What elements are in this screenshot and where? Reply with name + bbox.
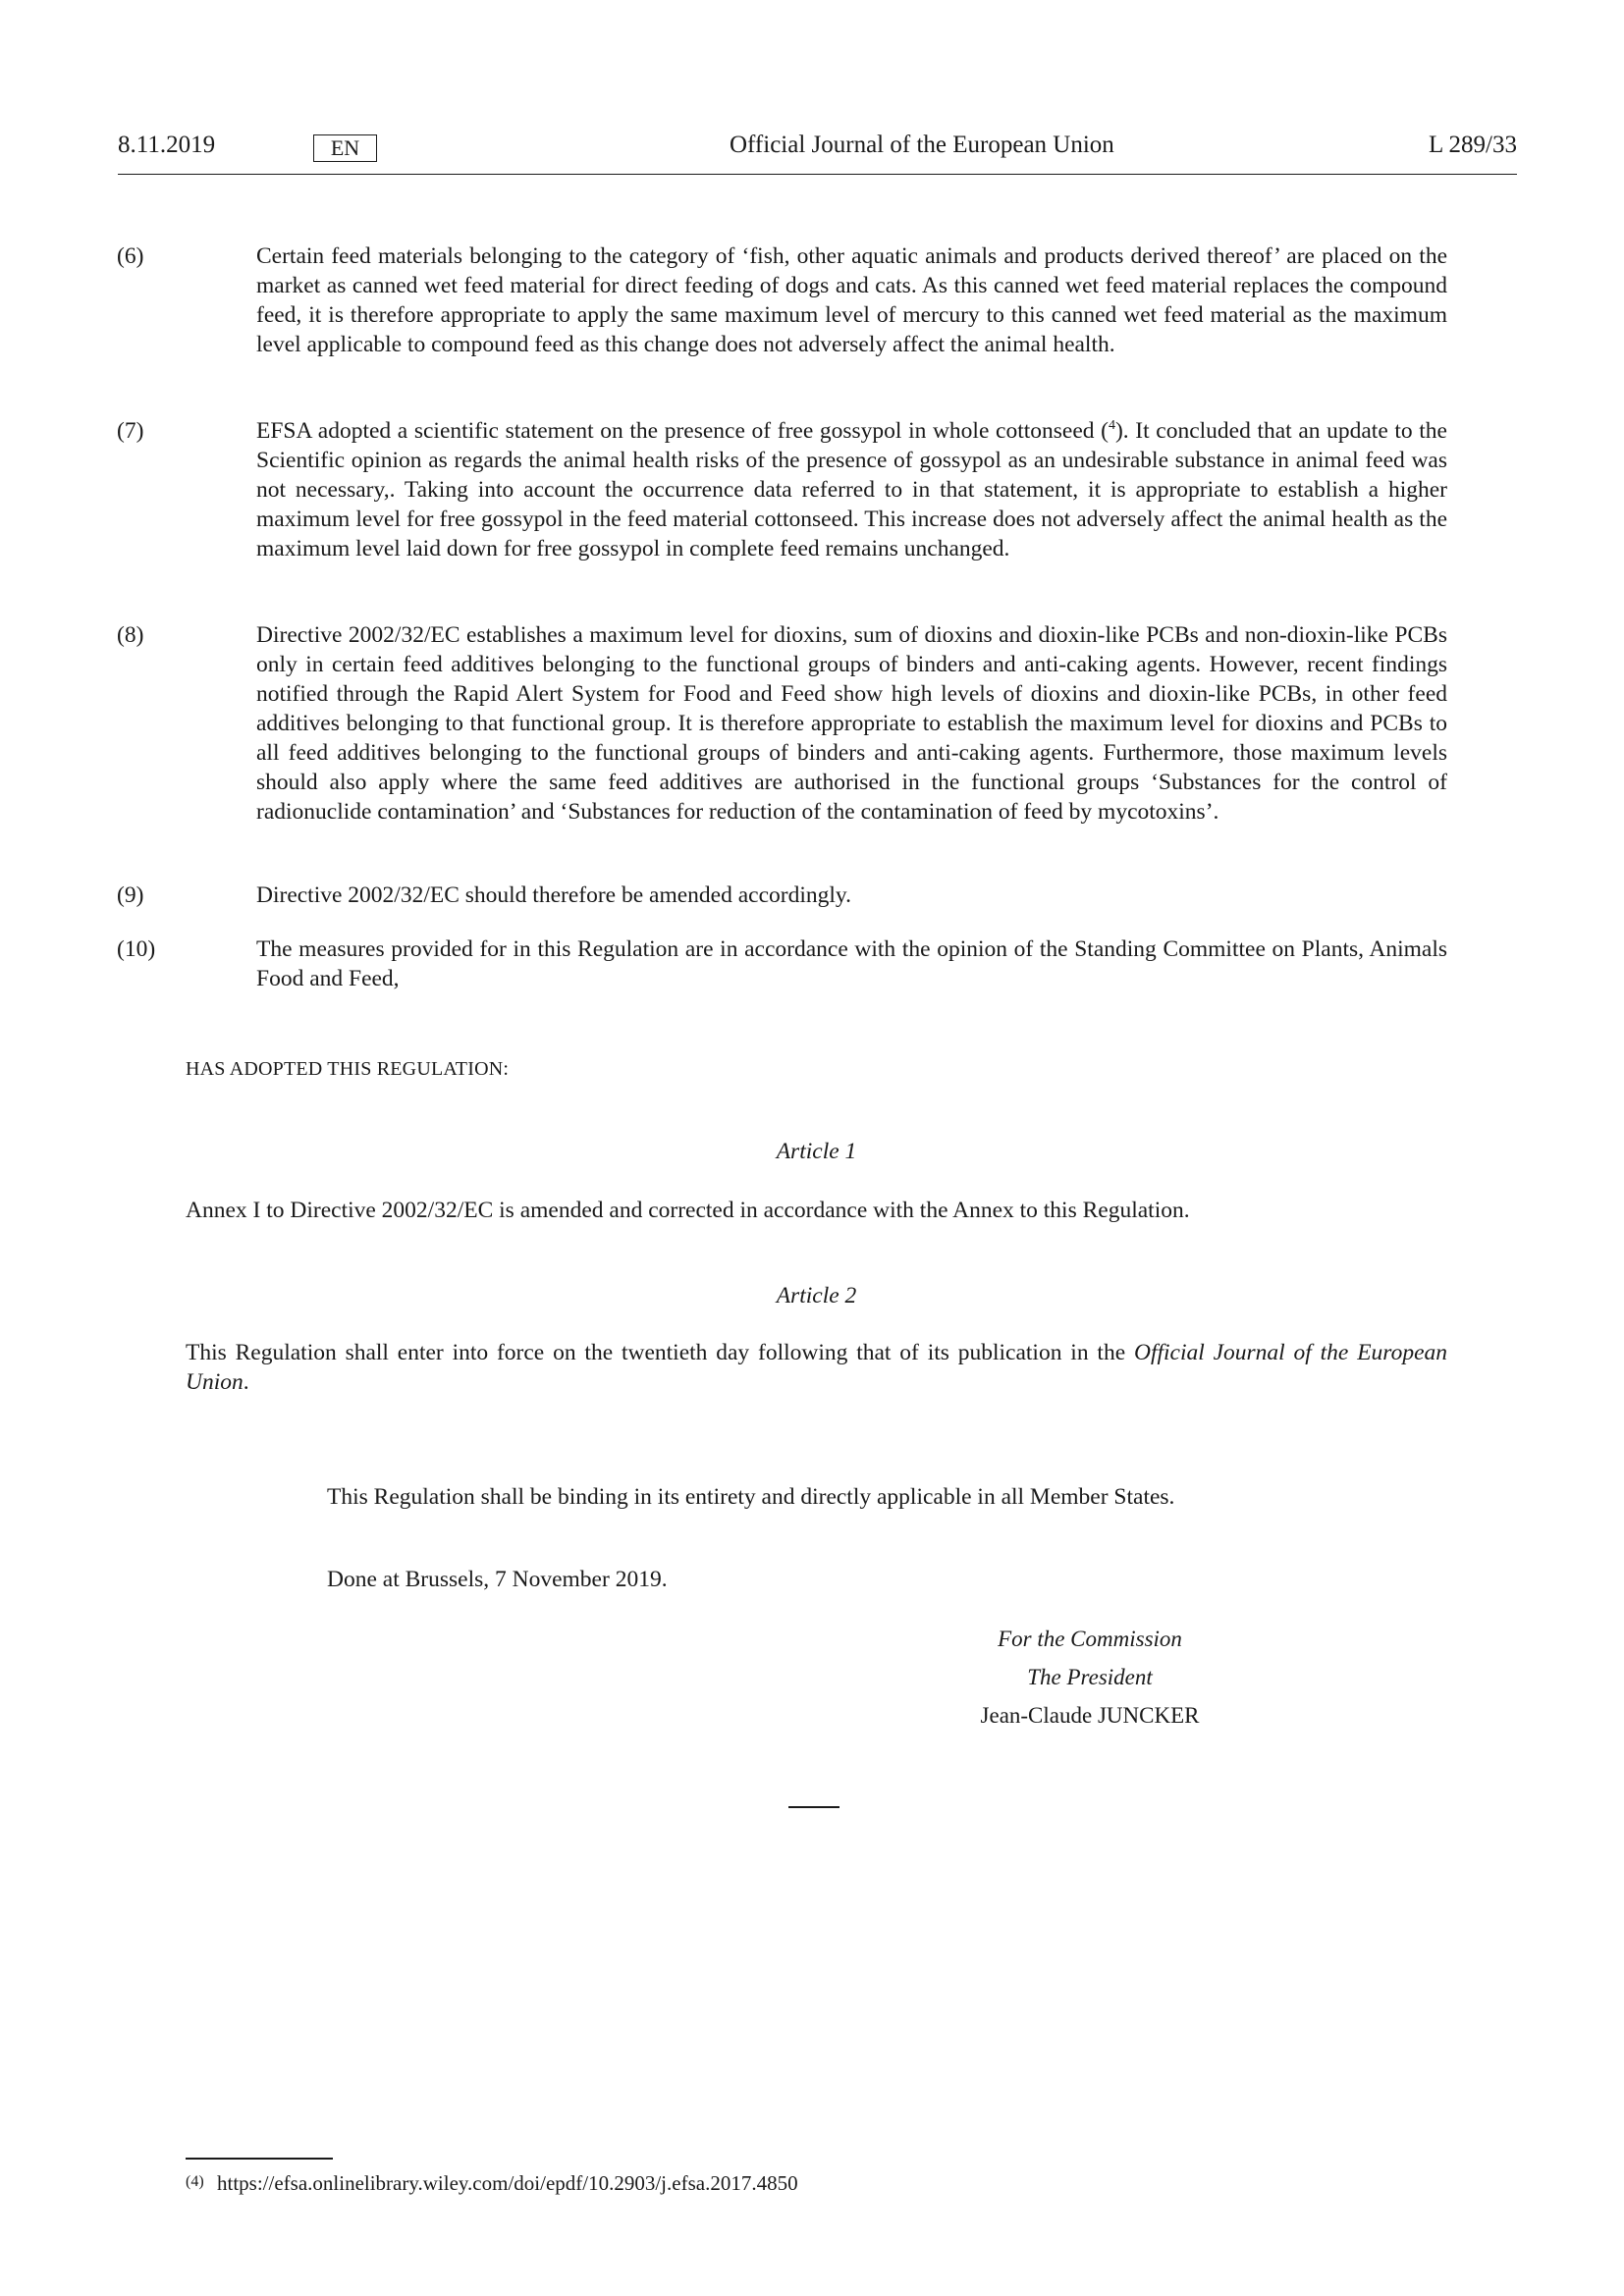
- article-2-text: [186, 1338, 1447, 1397]
- recital-text: [256, 416, 1447, 563]
- recital-number: (9): [117, 882, 144, 908]
- recital-text: Directive 2002/32/EC should therefore be amended accordingly.: [256, 882, 852, 908]
- footnote-link[interactable]: https://efsa.onlinelibrary.wiley.com/doi/epdf/10.2903/j.efsa.2017.4850: [217, 2171, 798, 2195]
- recital-text: Directive 2002/32/EC establishes a maximum level for dioxins, sum of dioxins and dioxin-like PCBs and non-dioxin-like PCBs only in certain feed additives belonging to the functional groups of binders and anti-caking agents. However, recent findings notified through the Rapid Alert System for Food and Feed show high levels of dioxins and dioxin-like PCBs, in other feed additives belonging to that functional group. It is therefore appropriate to establish the maximum level for dioxins and PCBs to all feed additives belonging to the functional groups of binders and anti-caking agents. Furthermore, those maximum levels should also apply where the same feed additives are authorised in the functional groups ‘Substances for the control of radionuclide contamination’ and ‘Substances for reduction of the contamination of feed by mycotoxins’.: [256, 622, 1447, 825]
- page-header: [118, 132, 1517, 171]
- recital-number: (8): [117, 622, 144, 648]
- place-date: Done at Brussels, 7 November 2019.: [327, 1567, 668, 1592]
- signatory-name: Jean-Claude JUNCKER: [980, 1703, 1200, 1728]
- article-2-text-part: This Regulation shall enter into force on the twentieth day following that of its publication in the: [186, 1340, 1134, 1365]
- article-2-text-part: .: [243, 1369, 249, 1395]
- signature-line-commission: For the Commission: [998, 1627, 1182, 1651]
- publication-date: 8.11.2019: [118, 132, 216, 158]
- article-2-title: Article 2: [776, 1283, 857, 1308]
- recital-text: The measures provided for in this Regulation are in accordance with the opinion of the Standing Committee on Plants, Animals Food and Feed,: [256, 936, 1447, 991]
- binding-statement: This Regulation shall be binding in its entirety and directly applicable in all Member States.: [327, 1484, 1175, 1510]
- recital-text-part: EFSA adopted a scientific statement on the presence of free gossypol in whole cottonseed (: [256, 418, 1109, 444]
- footnote: [186, 2168, 798, 2197]
- footnote-marker: (4): [186, 2173, 204, 2190]
- language-badge: EN: [313, 134, 377, 162]
- signature-block: [933, 1620, 1247, 1735]
- recital-text-part: ). It concluded that an update to the Scientific opinion as regards the animal health risks of the presence of gossypol as an undesirable substance in animal feed was not necessary,. Taking into account the occurrence data referred to in that statement, it is appropriate to establish a higher maximum level for free gossypol in the feed material cottonseed. This increase does not adversely affect the animal health as the maximum level laid down for free gossypol in complete feed remains unchanged.: [256, 418, 1447, 561]
- footnote-reference[interactable]: 4: [1108, 418, 1115, 434]
- recital-number: (6): [117, 243, 144, 269]
- recital-text: Certain feed materials belonging to the category of ‘fish, other aquatic animals and products derived thereof’ are placed on the market as canned wet feed material for direct feeding of dogs and cats. As this canned wet feed material replaces the compound feed, it is therefore appropriate to apply the same maximum level of mercury to this canned wet feed material as the maximum level applicable to compound feed as this change does not adversely affect the animal health.: [256, 243, 1447, 357]
- adoption-statement: HAS ADOPTED THIS REGULATION:: [186, 1058, 510, 1080]
- recital-number: (10): [117, 936, 156, 962]
- article-1-text: Annex I to Directive 2002/32/EC is amended and corrected in accordance with the Annex to this Regulation.: [186, 1198, 1190, 1223]
- end-divider: [788, 1806, 839, 1808]
- footnote-divider: [186, 2158, 333, 2160]
- page-number: L 289/33: [1428, 132, 1517, 158]
- article-1-title: Article 1: [776, 1139, 857, 1164]
- journal-title: Official Journal of the European Union: [730, 132, 1114, 158]
- signature-line-president: The President: [1027, 1665, 1153, 1689]
- recital-number: (7): [117, 418, 144, 444]
- journal-reference: Official Journal of the European Union: [186, 1340, 1448, 1395]
- header-divider: [118, 174, 1517, 175]
